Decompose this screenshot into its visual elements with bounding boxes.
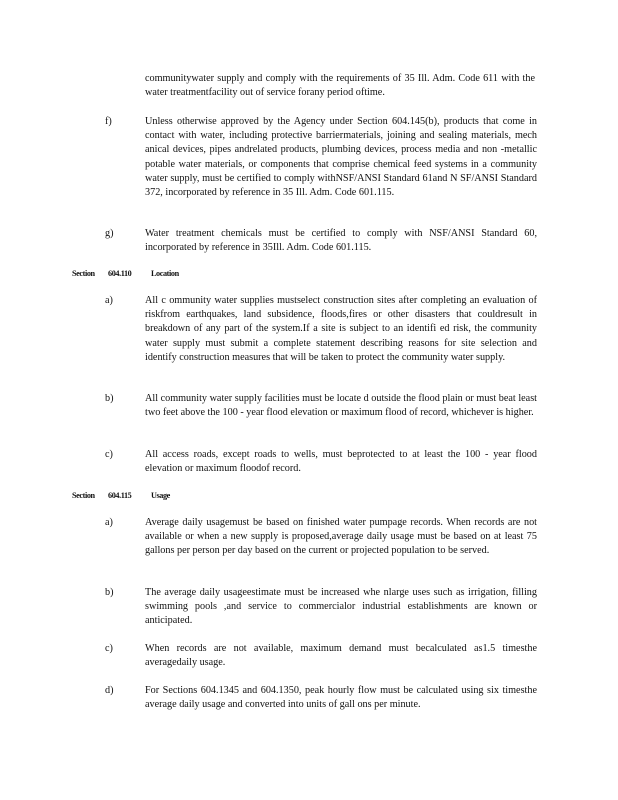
- list-item-a: [105, 516, 540, 559]
- section-word: Section: [72, 269, 95, 278]
- list-item-c: [105, 448, 540, 476]
- item-text: All access roads, except roads to wells, must beprotected to at least the 100 - year flood elevation or maximum floodof record.: [145, 449, 537, 475]
- list-item-c: [105, 642, 540, 670]
- item-marker: g): [105, 228, 114, 239]
- list-item-d: [105, 684, 540, 712]
- list-item-b: [105, 392, 540, 420]
- item-marker: d): [105, 685, 114, 696]
- section-title: Usage: [151, 491, 170, 500]
- item-marker: b): [105, 393, 114, 404]
- section-heading-604-115: [72, 490, 170, 502]
- item-text: All c ommunity water supplies mustselect construction sites after completing an evaluation of riskfrom earthquakes, land subsidence, floods,fires or other disasters that couldresult in breakdown of any part of the system.If a site is subject to an identifi ed risk, the community water supply must submit a complete statement describing reasons for site selection and identify construction measures that will be taken to protect the community water supply.: [145, 295, 537, 363]
- section-word: Section: [72, 491, 95, 500]
- item-text: Average daily usagemust be based on finished water pumpage records. When records are not available or when a new supply is proposed,average daily usage must be based on at least 75 gallons per person per day based on the current or projected population to be served.: [145, 517, 537, 557]
- item-text: For Sections 604.1345 and 604.1350, peak hourly flow must be calculated using six timesthe average daily usage and converted into units of gall ons per minute.: [145, 685, 537, 711]
- item-text: When records are not available, maximum demand must becalculated as1.5 timesthe averagedaily usage.: [145, 643, 537, 669]
- list-item-a: [105, 294, 540, 365]
- section-number: 604.110: [108, 269, 132, 278]
- item-text: The average daily usageestimate must be increased whe nlarge uses such as irrigation, filling swimming pools ,and service to commercialor industrial establishments are known or anticipated.: [145, 587, 537, 627]
- list-item-g: [105, 227, 540, 255]
- list-item-b: [105, 586, 540, 629]
- section-heading-604-110: [72, 268, 179, 280]
- continuation-paragraph: communitywater supply and comply with the requirements of 35 Ill. Adm. Code 611 with the water treatmentfacility out of service forany period oftime.: [145, 73, 535, 99]
- item-marker: c): [105, 449, 113, 460]
- item-marker: b): [105, 587, 114, 598]
- item-marker: a): [105, 517, 113, 528]
- item-text: Unless otherwise approved by the Agency under Section 604.145(b), products that come in contact with water, including protective barriermaterials, joining and sealing materials, mech anical devices, pipes andrelated products, plumbing devices, process media and non -metallic potable water materials, or components that comprise chemical feed systems in a community water supply, must be certified to comply withNSF/ANSI Standard 61and N SF/ANSI Standard 372, incorporated by reference in 35 Ill. Adm. Code 601.115.: [145, 116, 537, 199]
- item-text: All community water supply facilities must be locate d outside the flood plain or must beat least two feet above the 100 - year flood elevation or maximum flood of record, whichever is higher.: [145, 393, 537, 419]
- list-item-f: [105, 115, 540, 200]
- section-number: 604.115: [108, 491, 132, 500]
- item-marker: f): [105, 116, 112, 127]
- item-marker: c): [105, 643, 113, 654]
- item-marker: a): [105, 295, 113, 306]
- item-text: Water treatment chemicals must be certified to comply with NSF/ANSI Standard 60, incorporated by reference in 35Ill. Adm. Code 601.115.: [145, 228, 537, 254]
- section-title: Location: [151, 269, 179, 278]
